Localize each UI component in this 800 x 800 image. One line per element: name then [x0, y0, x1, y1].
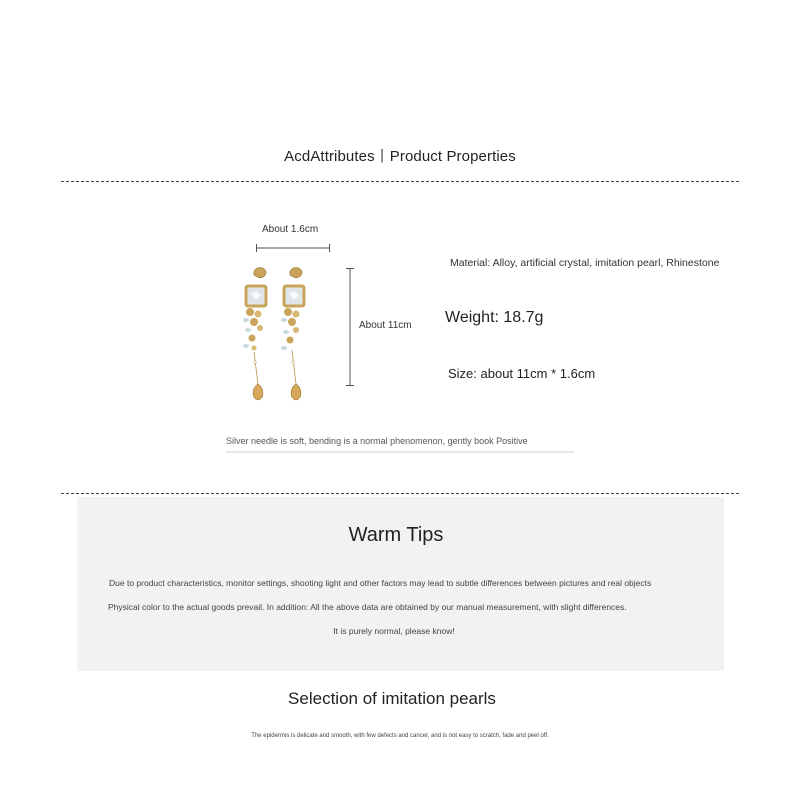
- warm-tips-line: Physical color to the actual goods prevail. In addition: All the above data are obtained by our manual measurement, with slight differences.: [108, 602, 627, 612]
- section-title-product-properties: AcdAttributes丨Product Properties: [284, 148, 516, 165]
- care-note: Silver needle is soft, bending is a normal phenomenon, gently book Positive: [226, 436, 528, 446]
- pearl-section-description: The epidermis is delicate and smooth, with few defects and cancer, and is not easy to scratch, fade and peel off.: [251, 733, 549, 739]
- width-dimension-marker: [256, 244, 330, 252]
- earring-right: [281, 268, 304, 401]
- spec-size: Size: about 11cm * 1.6cm: [448, 366, 596, 381]
- height-dimension-label: About 11cm: [359, 320, 412, 331]
- spec-material: Material: Alloy, artificial crystal, imitation pearl, Rhinestone: [450, 257, 720, 269]
- earring-left: [243, 268, 266, 401]
- divider-top: [61, 181, 739, 182]
- care-note-underline: [226, 451, 574, 453]
- divider-middle: [61, 493, 739, 494]
- spec-weight: Weight: 18.7g: [445, 309, 544, 326]
- warm-tips-line: Due to product characteristics, monitor settings, shooting light and other factors may lead to subtle differences between pictures and real objects: [109, 578, 652, 588]
- warm-tips-title: Warm Tips: [348, 524, 444, 546]
- height-dimension-marker: [344, 268, 354, 386]
- width-dimension-label: About 1.6cm: [262, 224, 319, 235]
- pearl-section-title: Selection of imitation pearls: [288, 689, 496, 708]
- warm-tips-line: It is purely normal, please know!: [333, 626, 455, 636]
- earring-product-image: [236, 264, 326, 408]
